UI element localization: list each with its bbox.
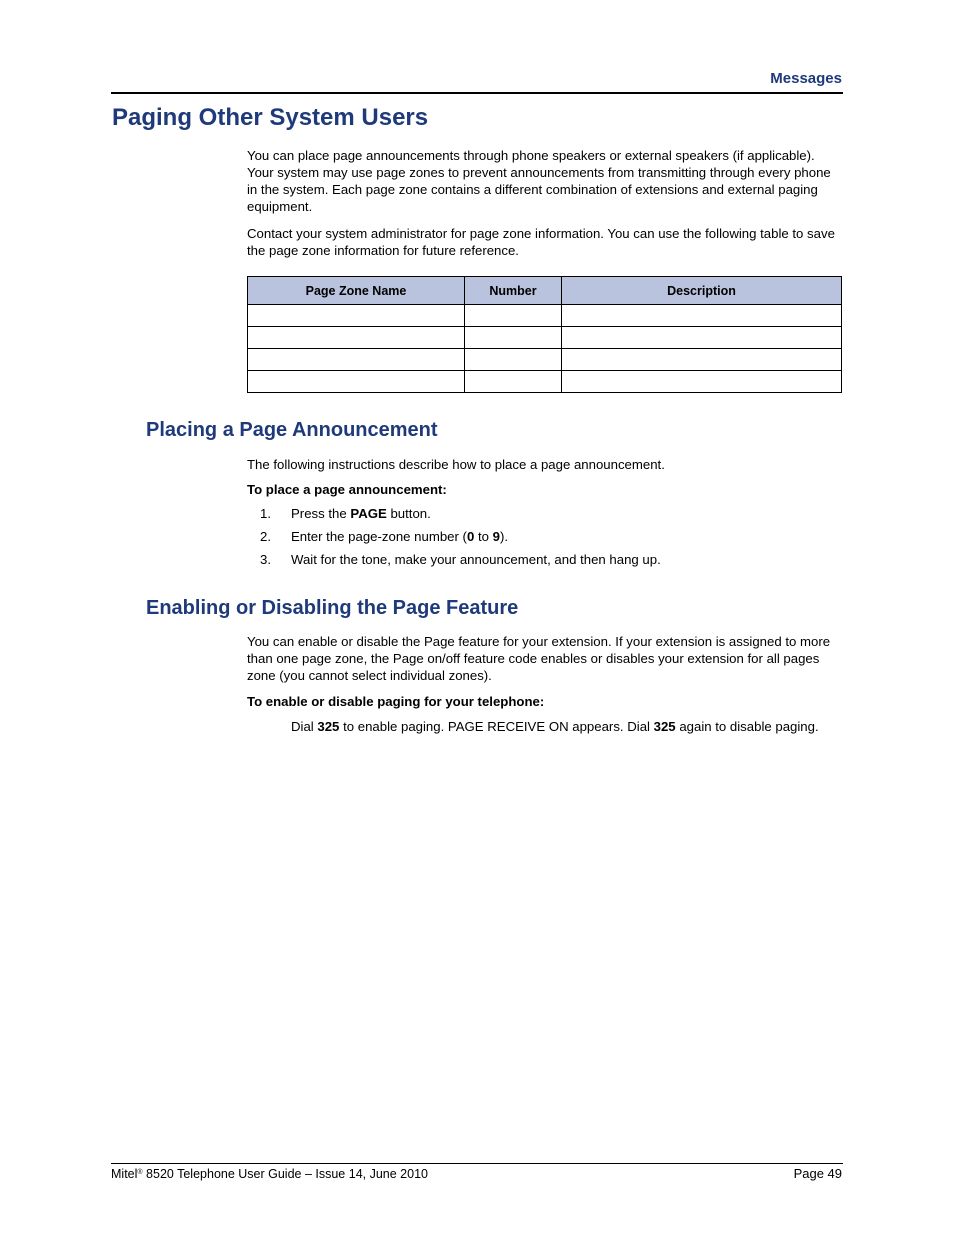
table-row: [248, 305, 842, 327]
feature-code: 325: [653, 719, 676, 734]
footer-doc-name: 8520 Telephone User Guide – Issue 14, June 2010: [142, 1167, 428, 1181]
table-header-row: [248, 277, 842, 305]
footer-brand: Mitel: [111, 1167, 138, 1181]
step-number: 3.: [260, 552, 271, 567]
dial-text: to enable paging. PAGE RECEIVE ON appears. Dial: [339, 719, 654, 734]
step-text: Wait for the tone, make your announcement, and then hang up.: [291, 552, 661, 567]
dial-text: again to disable paging.: [675, 719, 819, 734]
running-header-section: Messages: [770, 70, 842, 87]
footer-rule: [111, 1163, 843, 1164]
page-zone-table: [247, 276, 842, 393]
enabling-intro: You can enable or disable the Page feature for your extension. If your extension is assigned to more than one page zone, the Page on/off feature code enables or disables your extension for all pages zone (you cannot select individual zones).: [247, 634, 831, 683]
dial-text: Dial: [291, 719, 318, 734]
table-row: [248, 349, 842, 371]
section-heading-enabling: Enabling or Disabling the Page Feature: [146, 597, 519, 619]
table-cell: [248, 327, 465, 349]
step-key-zero: 0: [466, 529, 475, 544]
table-cell: [465, 349, 562, 371]
step-text: button.: [386, 506, 431, 521]
placing-intro: The following instructions describe how to place a page announcement.: [247, 457, 665, 472]
table-cell: [562, 371, 842, 393]
placing-procedure-label: To place a page announcement:: [247, 482, 447, 497]
table-cell: [248, 371, 465, 393]
column-header-page-zone-name: Page Zone Name: [248, 277, 465, 305]
list-item: [247, 528, 661, 551]
step-text: to: [474, 529, 493, 544]
enabling-procedure-label: To enable or disable paging for your telephone:: [247, 694, 545, 709]
table-row: [248, 327, 842, 349]
list-item: [247, 505, 661, 528]
placing-steps-list: [247, 505, 661, 574]
list-item: [247, 551, 661, 574]
table-row: [248, 371, 842, 393]
page-number: Page 49: [793, 1166, 842, 1181]
step-number: 2.: [260, 529, 271, 544]
header-rule: [111, 92, 843, 94]
table-cell: [562, 327, 842, 349]
step-text: ).: [499, 529, 509, 544]
dial-instruction: [291, 718, 831, 735]
page-title: Paging Other System Users: [112, 104, 429, 131]
table-cell: [562, 305, 842, 327]
section-heading-placing: Placing a Page Announcement: [146, 419, 438, 441]
step-number: 1.: [260, 506, 271, 521]
registered-mark: ®: [137, 1169, 143, 1176]
table-cell: [465, 327, 562, 349]
column-header-number: Number: [465, 277, 562, 305]
step-text: Enter the page-zone number (: [291, 529, 467, 544]
table-cell: [248, 305, 465, 327]
step-key-page: PAGE: [350, 506, 387, 521]
step-text: Press the: [291, 506, 351, 521]
column-header-description: Description: [562, 277, 842, 305]
table-cell: [248, 349, 465, 371]
intro-paragraph-1: You can place page announcements through phone speakers or external speakers (if applicable). Your system may use page zones to prevent announcements from transmitting through every phone in the system. Each page zone contains a different combination of extensions and external paging equipment.: [247, 148, 831, 214]
table-cell: [562, 349, 842, 371]
footer-document-title: [111, 1167, 428, 1181]
table-cell: [465, 371, 562, 393]
step-key-nine: 9: [492, 529, 500, 544]
feature-code: 325: [317, 719, 340, 734]
intro-paragraph-2: Contact your system administrator for page zone information. You can use the following table to save the page zone information for future reference.: [247, 226, 835, 258]
table-cell: [465, 305, 562, 327]
